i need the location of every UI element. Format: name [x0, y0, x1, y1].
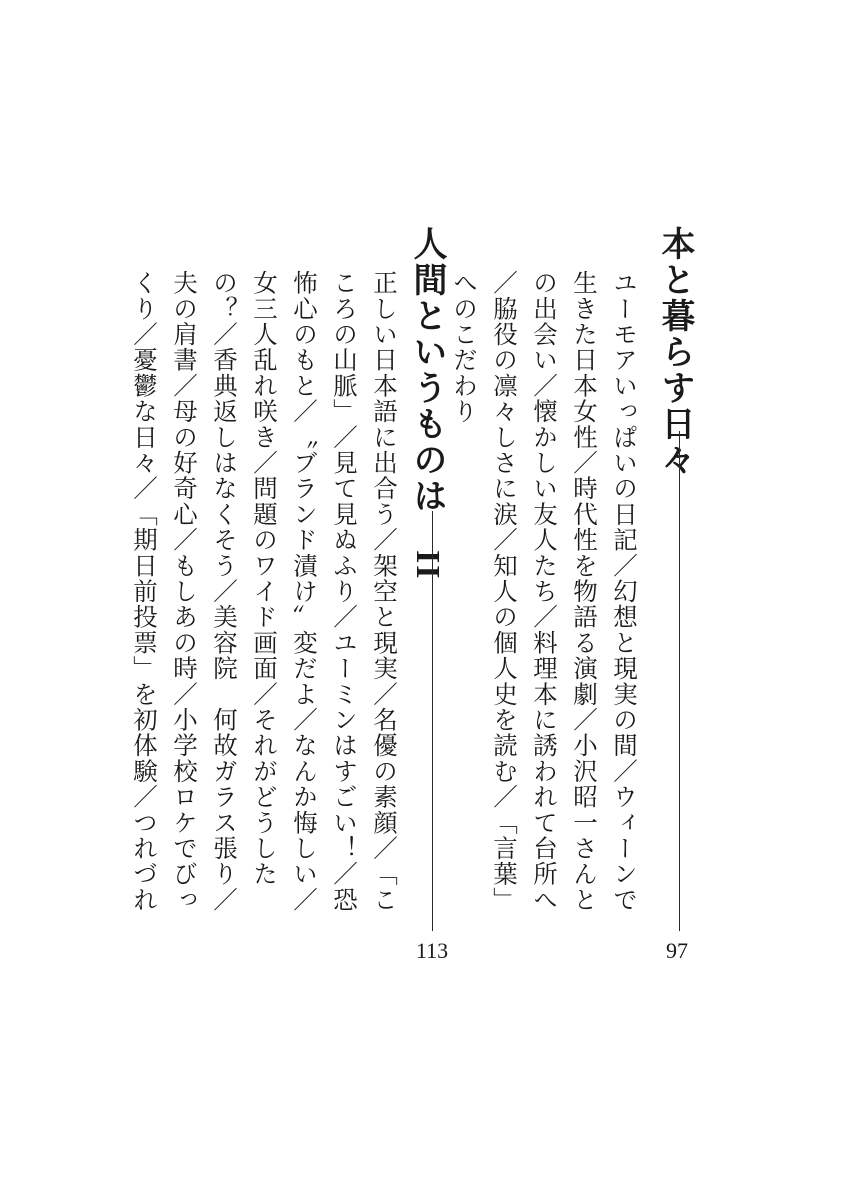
section-page-number: 113 [416, 938, 449, 963]
section-leader-rule [432, 511, 433, 931]
contents-section-hon-to-kurasu-hibi [450, 226, 695, 966]
section-title-spacer [407, 514, 447, 550]
section-roman-number: II [409, 550, 446, 581]
section-body-text: ユーモアいっぱいの日記／幻想と現実の間／ウィーンで 生きた日本女性／時代性を物語る演劇／小沢昭一さんと の出会い／懐かしい友人たち／料理本に誘われて台所へ ／脇役の凛々しさに涙／知人の個人史を読む／「言葉」 へのこだわり [450, 270, 639, 913]
section-title: 人間というものは [407, 226, 447, 514]
section-page-number: 97 [666, 938, 688, 963]
section-leader-rule [679, 431, 680, 931]
section-body-text: 正しい日本語に出合う／架空と現実／名優の素顔／「こ ころの山脈」／見て見ぬふり／ユーミンはすごい！／恐 怖心のもと／〝ブランド漬け〟変だよ／なんか悔しい／ 女三人乱れ咲き／問題のワイド画面／それがどうした の？／香典返しはなくそう／美容院 何故ガラス張り／ 夫の肩書／母の好奇心／もしあの時／小学校ロケでびっ くり／憂鬱な日々／「期日前投票」を初体験／つれづれ [130, 270, 399, 913]
contents-section-ningen-to-iu-mono-wa [130, 226, 450, 966]
section-title: 本と暮らす日々 [655, 226, 695, 478]
